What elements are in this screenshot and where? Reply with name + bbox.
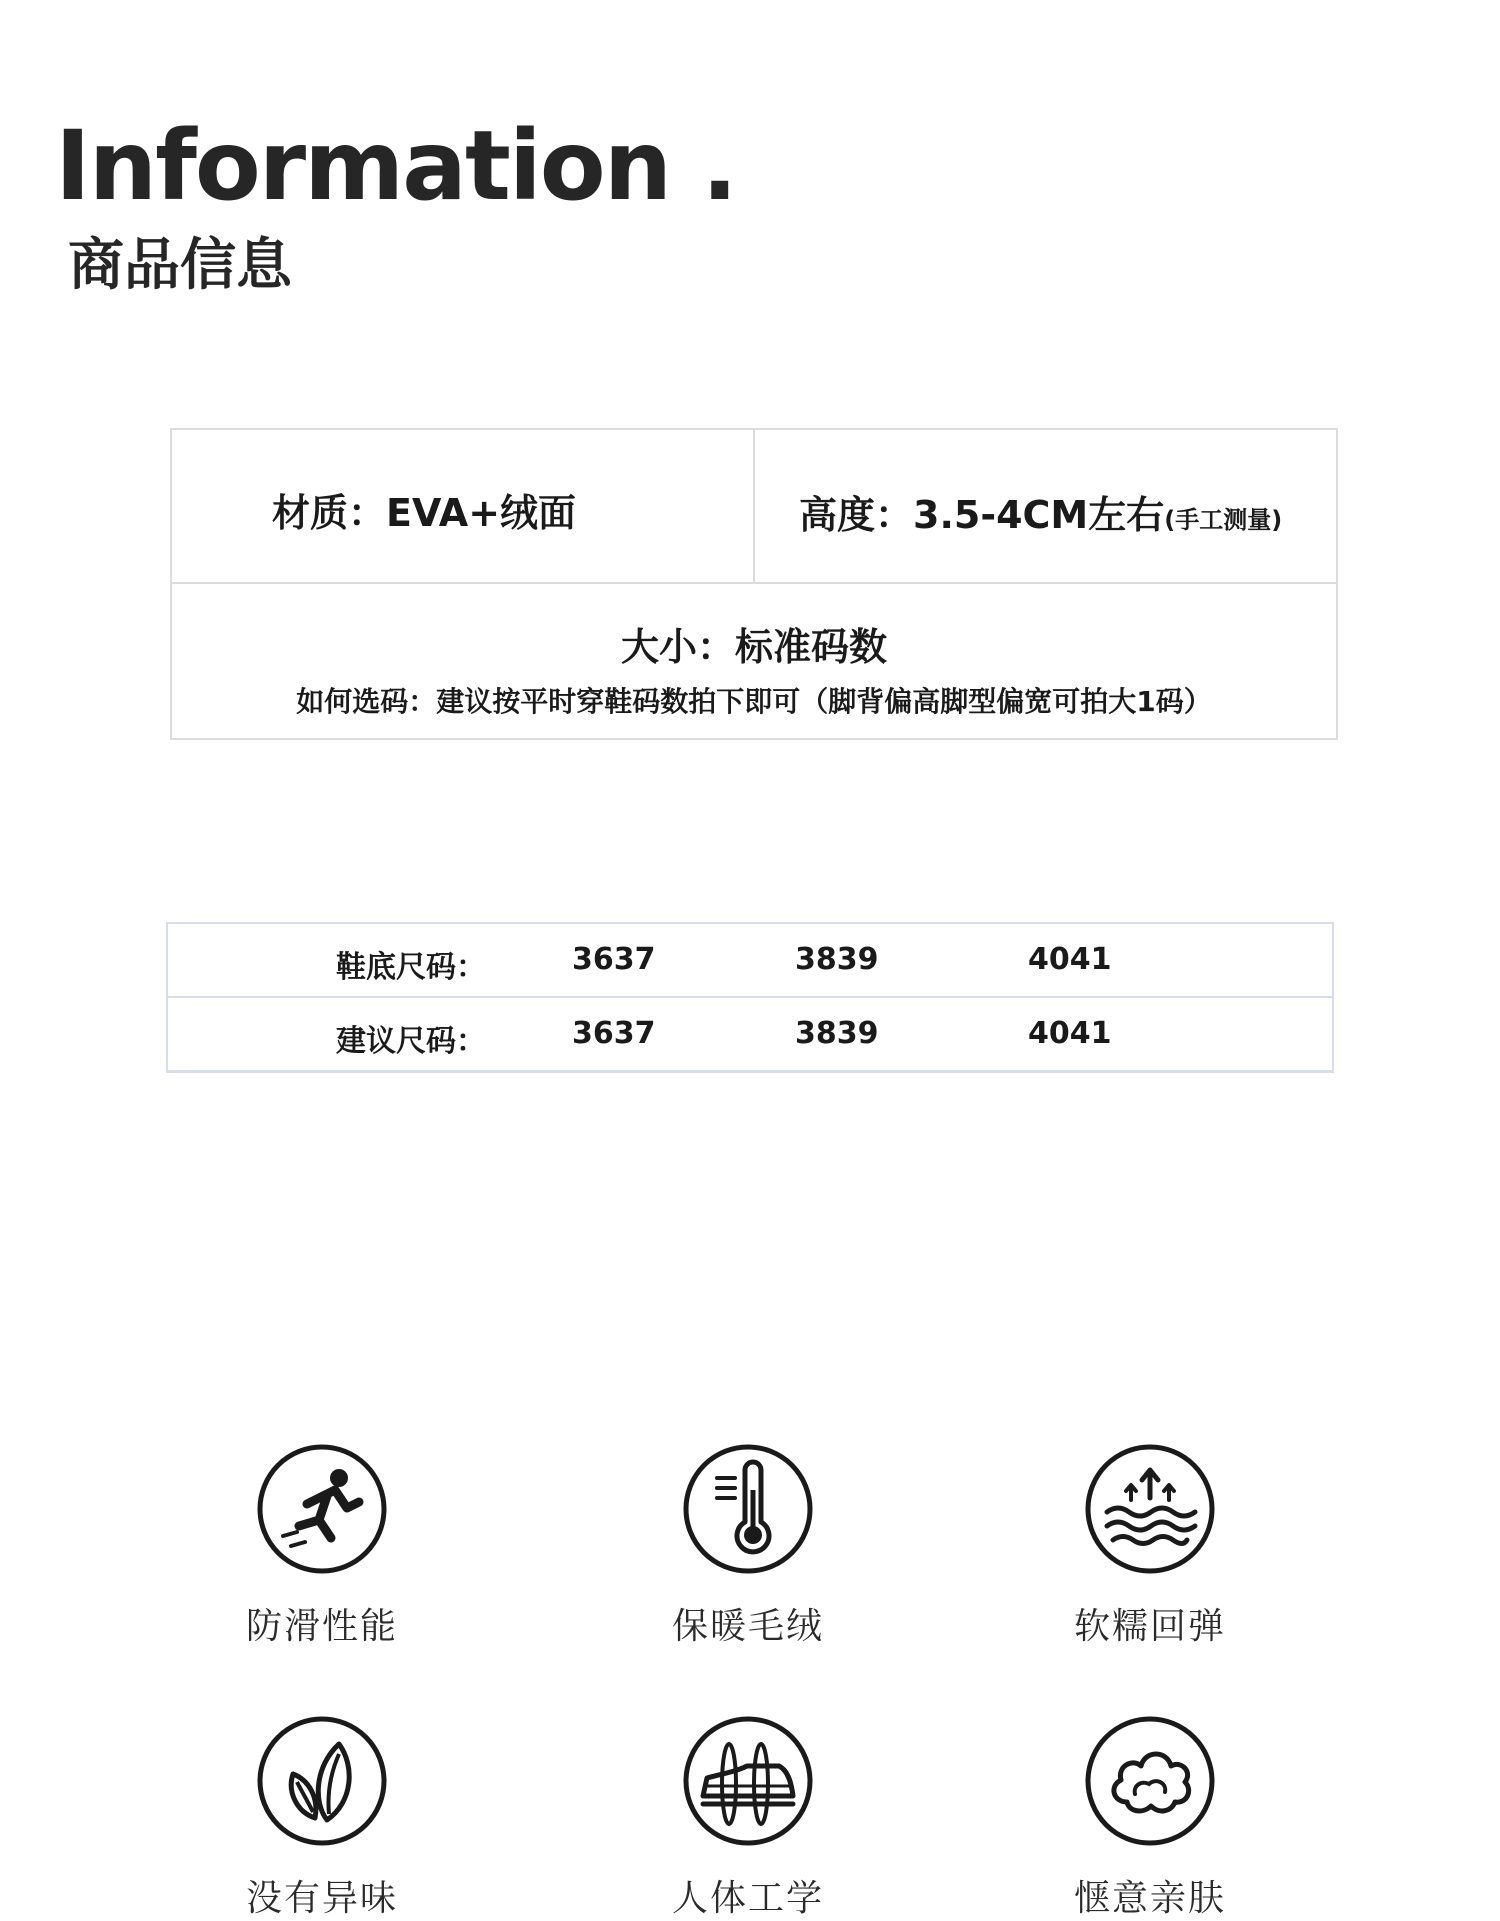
thermometer-icon — [681, 1442, 815, 1576]
size-advice: 如何选码：建议按平时穿鞋码数拍下即可（脚背偏高脚型偏宽可拍大1码） — [296, 685, 1212, 718]
size-title: 大小：标准码数 — [620, 625, 887, 669]
feature-label: 保暖毛绒 — [671, 1606, 824, 1647]
cloud-icon — [1083, 1714, 1217, 1848]
feature-warm-plush — [618, 1442, 878, 1649]
feature-label: 防滑性能 — [245, 1606, 398, 1647]
size-table — [166, 922, 1334, 1073]
anti-slip-icon — [255, 1442, 389, 1576]
height-cell — [755, 430, 1338, 582]
height-text — [799, 484, 1282, 539]
feature-soft-rebound — [1020, 1442, 1280, 1649]
feature-no-odor — [192, 1714, 452, 1921]
feature-label: 人体工学 — [671, 1878, 824, 1919]
row-label: 鞋底尺码： — [336, 950, 486, 985]
rebound-waves-icon — [1083, 1442, 1217, 1576]
height-value: 高度：3.5-4CM左右 — [799, 493, 1165, 537]
leaf-icon — [255, 1714, 389, 1848]
table-cell: 3637 — [572, 942, 656, 977]
feature-label: 没有异味 — [245, 1878, 398, 1919]
feature-label: 软糯回弹 — [1073, 1606, 1226, 1647]
page-subtitle: 商品信息 — [68, 233, 292, 298]
row-label: 建议尺码： — [336, 1024, 486, 1059]
table-cell: 4041 — [1028, 1016, 1112, 1051]
height-note: (手工测量) — [1164, 506, 1283, 534]
table-row — [168, 998, 1332, 1072]
info-row — [172, 430, 1336, 584]
material-cell — [172, 430, 755, 582]
feature-ergonomic — [618, 1714, 878, 1921]
feature-anti-slip — [192, 1442, 452, 1649]
page-title: Information . — [55, 110, 736, 222]
table-cell: 3839 — [795, 1016, 879, 1051]
table-cell: 3839 — [795, 942, 879, 977]
table-row — [168, 924, 1332, 998]
table-cell: 3637 — [572, 1016, 656, 1051]
table-cell: 4041 — [1028, 942, 1112, 977]
ergonomic-slipper-icon — [681, 1714, 815, 1848]
feature-label: 惬意亲肤 — [1073, 1878, 1226, 1919]
material-text: 材质：EVA+绒面 — [272, 491, 577, 535]
feature-skin-friendly — [1020, 1714, 1280, 1921]
product-info-table — [170, 428, 1338, 740]
